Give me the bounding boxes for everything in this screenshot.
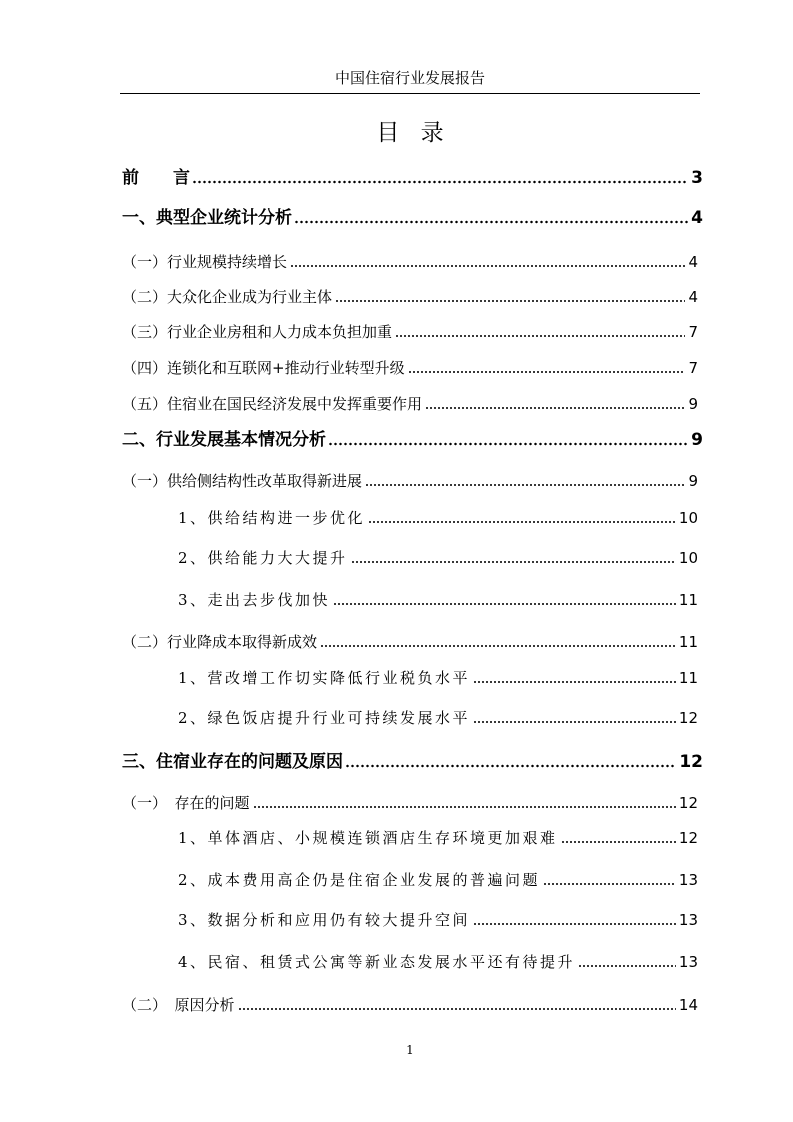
toc-entry-chapter-2[interactable] [122,428,703,452]
toc-entry-page: 11 [678,633,698,651]
dot-leader [290,258,685,268]
dot-leader [543,876,676,886]
toc-title: 目 录 [376,120,444,146]
dot-leader [473,916,676,926]
toc-entry-section[interactable] [122,993,698,1017]
toc-entry-page: 10 [678,509,698,527]
toc-entry-subsection[interactable] [178,868,698,892]
toc-entry-label: （五）住宿业在国民经济发展中发挥重要作用 [122,395,423,413]
toc-entry-page: 13 [678,953,698,971]
toc-entry-page: 14 [678,996,698,1014]
dot-leader [253,799,676,809]
toc-entry-subsection[interactable] [178,588,698,612]
toc-entry-page: 4 [688,253,698,271]
toc-entry-label: （四）连锁化和互联网+推动行业转型升级 [122,359,405,377]
header-divider [120,93,700,94]
toc-entry-subsection[interactable] [178,546,698,570]
toc-entry-label: 1、单体酒店、小规模连锁酒店生存环境更加艰难 [178,829,558,847]
toc-entry-page: 10 [678,549,698,567]
toc-entry-subsection[interactable] [178,506,698,530]
toc-entry-page: 3 [691,168,703,188]
toc-entry-subsection[interactable] [178,826,698,850]
toc-entry-subsection[interactable] [178,908,698,932]
toc-entry-page: 12 [678,794,698,812]
toc-entry-page: 12 [678,709,698,727]
dot-leader [578,958,676,968]
toc-entry-label: （一）行业规模持续增长 [122,253,288,271]
toc-entry-label: 2、绿色饭店提升行业可持续发展水平 [178,709,471,727]
dot-leader [561,834,676,844]
dot-leader [320,638,676,648]
toc-entry-page: 4 [688,288,698,306]
dot-leader [395,328,685,338]
toc-entry-label: （二） 原因分析 [122,996,235,1014]
toc-entry-chapter-1[interactable] [122,206,703,230]
toc-entry-section[interactable] [122,320,698,344]
toc-entry-label: 三、住宿业存在的问题及原因 [122,752,343,772]
dot-leader [365,477,685,487]
running-header: 中国住宿行业发展报告 [334,69,485,87]
toc-entry-section[interactable] [122,392,698,416]
page-number: 1 [406,1043,414,1057]
toc-entry-subsection[interactable] [178,666,698,690]
toc-entry-page: 11 [678,669,698,687]
toc-entry-page: 12 [678,829,698,847]
toc-entry-label: （一） 存在的问题 [122,794,250,812]
toc-entry-page: 9 [688,395,698,413]
toc-entry-label: （二）大众化企业成为行业主体 [122,288,333,306]
toc-entry-label: 2、成本费用高企仍是住宿企业发展的普遍问题 [178,871,541,889]
toc-entry-label: （三）行业企业房租和人力成本负担加重 [122,323,393,341]
toc-entry-page: 7 [688,323,698,341]
toc-entry-section[interactable] [122,791,698,815]
toc-entry-label: 3、数据分析和应用仍有较大提升空间 [178,911,471,929]
toc-entry-page: 9 [691,430,703,450]
toc-entry-section[interactable] [122,250,698,274]
toc-entry-label: （一）供给侧结构性改革取得新进展 [122,472,363,490]
toc-entry-label: （二）行业降成本取得新成效 [122,633,318,651]
dot-leader [294,214,688,224]
toc-entry-label: 前 言 [122,168,190,188]
toc-entry-section[interactable] [122,285,698,309]
dot-leader [333,596,676,606]
toc-entry-section[interactable] [122,630,698,654]
toc-entry-page: 4 [691,208,703,228]
toc-entry-page: 11 [678,591,698,609]
toc-entry-page: 9 [688,472,698,490]
toc-entry-preface[interactable] [122,166,703,190]
toc-entry-subsection[interactable] [178,706,698,730]
dot-leader [238,1001,676,1011]
toc-entry-page: 13 [678,871,698,889]
toc-entry-label: 一、典型企业统计分析 [122,208,292,228]
dot-leader [408,364,686,374]
dot-leader [192,174,688,184]
toc-entry-label: 1、供给结构进一步优化 [178,509,366,527]
toc-entry-page: 7 [688,359,698,377]
dot-leader [473,714,676,724]
toc-entry-label: 1、营改增工作切实降低行业税负水平 [178,669,471,687]
dot-leader [425,400,685,410]
toc-entry-page: 12 [679,752,703,772]
toc-entry-page: 13 [678,911,698,929]
dot-leader [473,674,676,684]
dot-leader [328,436,688,446]
toc-entry-section[interactable] [122,469,698,493]
toc-entry-section[interactable] [122,356,698,380]
dot-leader [368,514,676,524]
toc-entry-chapter-3[interactable] [122,750,703,774]
toc-entry-label: 3、走出去步伐加快 [178,591,331,609]
toc-entry-subsection[interactable] [178,950,698,974]
dot-leader [351,554,676,564]
dot-leader [335,293,685,303]
dot-leader [345,758,676,768]
toc-entry-label: 4、民宿、租赁式公寓等新业态发展水平还有待提升 [178,953,576,971]
toc-entry-label: 2、供给能力大大提升 [178,549,348,567]
toc-entry-label: 二、行业发展基本情况分析 [122,430,326,450]
